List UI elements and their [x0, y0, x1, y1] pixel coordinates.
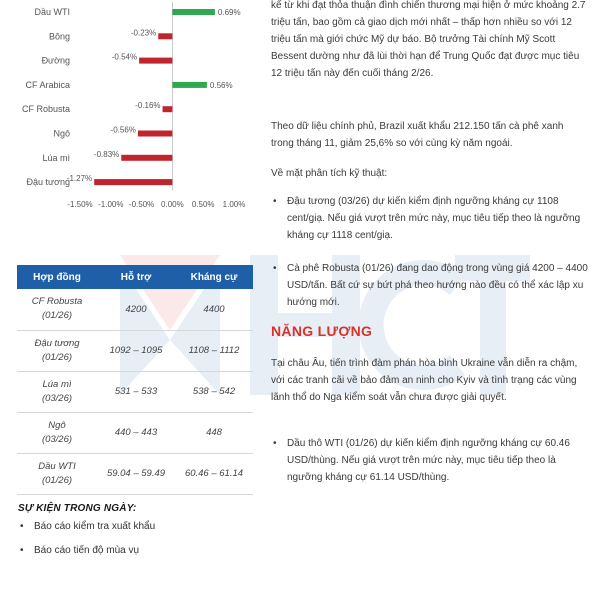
bar: [172, 9, 215, 15]
list-item: • Báo cáo tiến độ mùa vụ: [20, 544, 155, 568]
category-label: Dầu WTI: [34, 7, 70, 17]
support-cell: 531 – 533: [97, 371, 175, 412]
resistance-cell: 1108 – 1112: [175, 330, 253, 371]
header-contract: Hợp đồng: [17, 265, 97, 289]
header-support: Hỗ trợ: [97, 265, 175, 289]
table-header-row: [17, 265, 253, 289]
resistance-cell: 538 – 542: [175, 371, 253, 412]
bar: [138, 131, 172, 137]
table-row: [17, 412, 253, 453]
category-label: Đường: [41, 55, 70, 66]
category-label: Đậu tương: [26, 177, 70, 188]
resistance-cell: 4400: [175, 289, 253, 330]
tick-label: -1.50%: [67, 200, 93, 209]
support-cell: 440 – 443: [97, 412, 175, 453]
category-label: Ngô: [53, 128, 70, 139]
bar: [121, 155, 172, 161]
bar: [94, 179, 172, 185]
bar: [139, 58, 172, 64]
header-resistance: Kháng cự: [175, 265, 253, 289]
category-label: CF Arabica: [25, 79, 70, 90]
bar: [172, 82, 206, 88]
table-row: [17, 453, 253, 494]
article-paragraph: Tại châu Âu, tiến trình đàm phán hòa bình Ukraine vẫn diễn ra chậm, với các tranh cãi về bảo đảm an ninh cho Kyiv và tình trạng các vùng lãnh thổ do Nga kiểm soát vẫn chưa được giải quyết.: [271, 358, 578, 403]
tick-label: 1.00%: [222, 200, 246, 209]
resistance-cell: 448: [175, 412, 253, 453]
category-label: CF Robusta: [21, 104, 70, 115]
data-label: -0.54%: [111, 52, 138, 62]
tick-label: -1.00%: [98, 200, 124, 209]
article-paragraph: Theo dữ liệu chính phủ, Brazil xuất khẩu 212.150 tấn cà phê xanh trong tháng 11, giảm 25,6% so với cùng kỳ năm ngoái.: [271, 121, 564, 149]
table-row: [17, 371, 253, 412]
data-label: -0.83%: [93, 149, 120, 159]
data-label: -0.16%: [135, 101, 161, 111]
category-label: Lúa mì: [42, 152, 70, 163]
list-item: • Báo cáo kiểm tra xuất khẩu: [20, 520, 155, 544]
data-label: 0.56%: [209, 80, 233, 90]
data-label: -0.56%: [110, 125, 136, 135]
contract-cell: Đậu tương (01/26): [17, 330, 97, 371]
data-label: 0.69%: [217, 8, 241, 17]
contract-cell: Lúa mì (03/26): [17, 371, 97, 412]
section-heading-energy: NĂNG LƯỢNG: [271, 323, 373, 339]
support-cell: 59.04 – 59.49: [97, 453, 175, 494]
contract-cell: CF Robusta (01/26): [17, 289, 97, 330]
support-cell: 1092 – 1095: [97, 330, 175, 371]
bar: [163, 106, 173, 112]
contract-cell: Dầu WTI (01/26): [17, 453, 97, 494]
contract-cell: Ngô (03/26): [17, 412, 97, 453]
resistance-cell: 60.46 – 61.14: [175, 453, 253, 494]
tick-label: 0.50%: [191, 200, 215, 209]
data-label: -0.23%: [130, 28, 157, 38]
bullet-wti: • Dầu thô WTI (01/26) dự kiến kiểm định ngưỡng kháng cự 60.46 USD/thùng. Nếu giá vượt trên mức này, mục tiêu tiếp theo là ngưỡng kháng cự 61.14 USD/thùng.: [271, 435, 589, 486]
data-label: -1.27%: [66, 174, 93, 184]
bullet-soybean: • Đậu tương (03/26) dự kiến kiểm định ngưỡng kháng cự 1108 cent/giạ. Nếu giá vượt trên mức này, mục tiêu tiếp theo là ngưỡng kháng cự 1118 cent/giạ.: [271, 193, 589, 244]
category-label: Bông: [48, 31, 70, 42]
bar: [158, 33, 172, 39]
table-row: [17, 330, 253, 371]
support-resistance-table: [17, 265, 253, 495]
tick-label: -0.50%: [128, 200, 155, 209]
technical-analysis-intro: Về mặt phân tích kỹ thuật:: [271, 168, 388, 179]
support-cell: 4200: [97, 289, 175, 330]
table-row: [17, 289, 253, 330]
article-paragraph: kể từ khi đạt thỏa thuận đình chiến thương mại hiện ở mức khoảng 2.7 triệu tấn, bao gồm cả giao dịch mới nhất – thấp hơn nhiều so với 12 triệu tấn mà giới chức Mỹ dự báo. Bộ trưởng Tài chính Mỹ Scott Bessent dường như đã lùi thời hạn để Trung Quốc đạt được mục tiêu 12 triệu tấn này đến cuối tháng 2/26.: [271, 0, 586, 79]
commodity-change-chart: [0, 0, 260, 215]
tick-label: 0.00%: [161, 200, 184, 209]
events-title: SỰ KIỆN TRONG NGÀY:: [18, 503, 137, 514]
events-list: [20, 520, 155, 568]
bullet-robusta: • Cà phê Robusta (01/26) đang dao động trong vùng giá 4200 – 4400 USD/tấn. Bất cứ sự bứt phá theo hướng nào đều có thể xác lập xu hướng mới.: [271, 260, 589, 311]
